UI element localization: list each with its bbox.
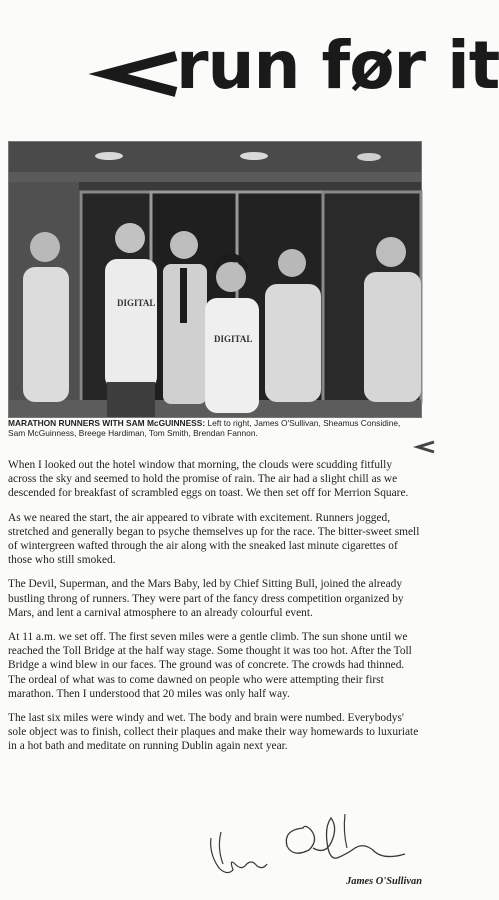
author-name: James O'Sullivan — [346, 876, 422, 887]
article-body — [8, 458, 420, 764]
arrow-left-icon — [98, 50, 178, 98]
article-paragraph: The Devil, Superman, and the Mars Baby, led by Chief Sitting Bull, joined the already bustling throng of runners. They were part of the fancy dress competition organized by Mars, and lent a carnival atmosphere to an already colourful event. — [8, 578, 404, 619]
runners-photo-graphic — [9, 142, 421, 417]
article-paragraph: As we neared the start, the air appeared to vibrate with excitement. Runners jogged, stretched and generally began to psyche themselves up for the race. The bitter-sweet smell of wintergreen wafted through the air along with the sneaked last minute cigarettes of those who still smoked. — [8, 511, 420, 567]
article-paragraph: When I looked out the hotel window that morning, the clouds were scudding fitfully across the sky and seemed to hold the promise of rain. The air had a slight chill as we descended for breakfast of scrambled eggs on toast. We then set off for Merrion Square. — [8, 459, 409, 500]
photo-caption — [8, 418, 410, 439]
group-photo — [8, 141, 422, 418]
shirt-text-left: DIGITAL — [117, 298, 156, 308]
shirt-text-center: DIGITAL — [214, 334, 253, 344]
article-paragraph: The last six miles were windy and wet. The body and brain were numbed. Everybodys' sole object was to finish, collect their plaques and make their way homewards to luxuriate in a hot bath and meditate on running Dublin again next year. — [8, 712, 419, 753]
article-paragraph: At 11 a.m. we set off. The first seven miles were a gentle climb. The sun shone until we reached the Toll Bridge at the half way stage. Some thought it was too hot. After the Toll Bridge a wind blew in our faces. The ground was of concrete. The crowds had thinned. The ordeal of what was to come dawned on people who were attempting their first marathon. Then I understood that 20 miles was only half way. — [8, 631, 412, 700]
handwritten-signature — [205, 808, 425, 883]
arrow-left-small-icon — [415, 441, 434, 453]
article-title — [98, 27, 499, 104]
caption-heading: MARATHON RUNNERS WITH SAM McGUINNESS: — [8, 418, 206, 428]
caption-text: Left to right, James O'Sullivan, Sheamus Considine, Sam McGuinness, Breege Hardiman, Tom Smith, Brendan Fannon. — [8, 418, 401, 439]
title-text: run før it — [176, 27, 499, 104]
